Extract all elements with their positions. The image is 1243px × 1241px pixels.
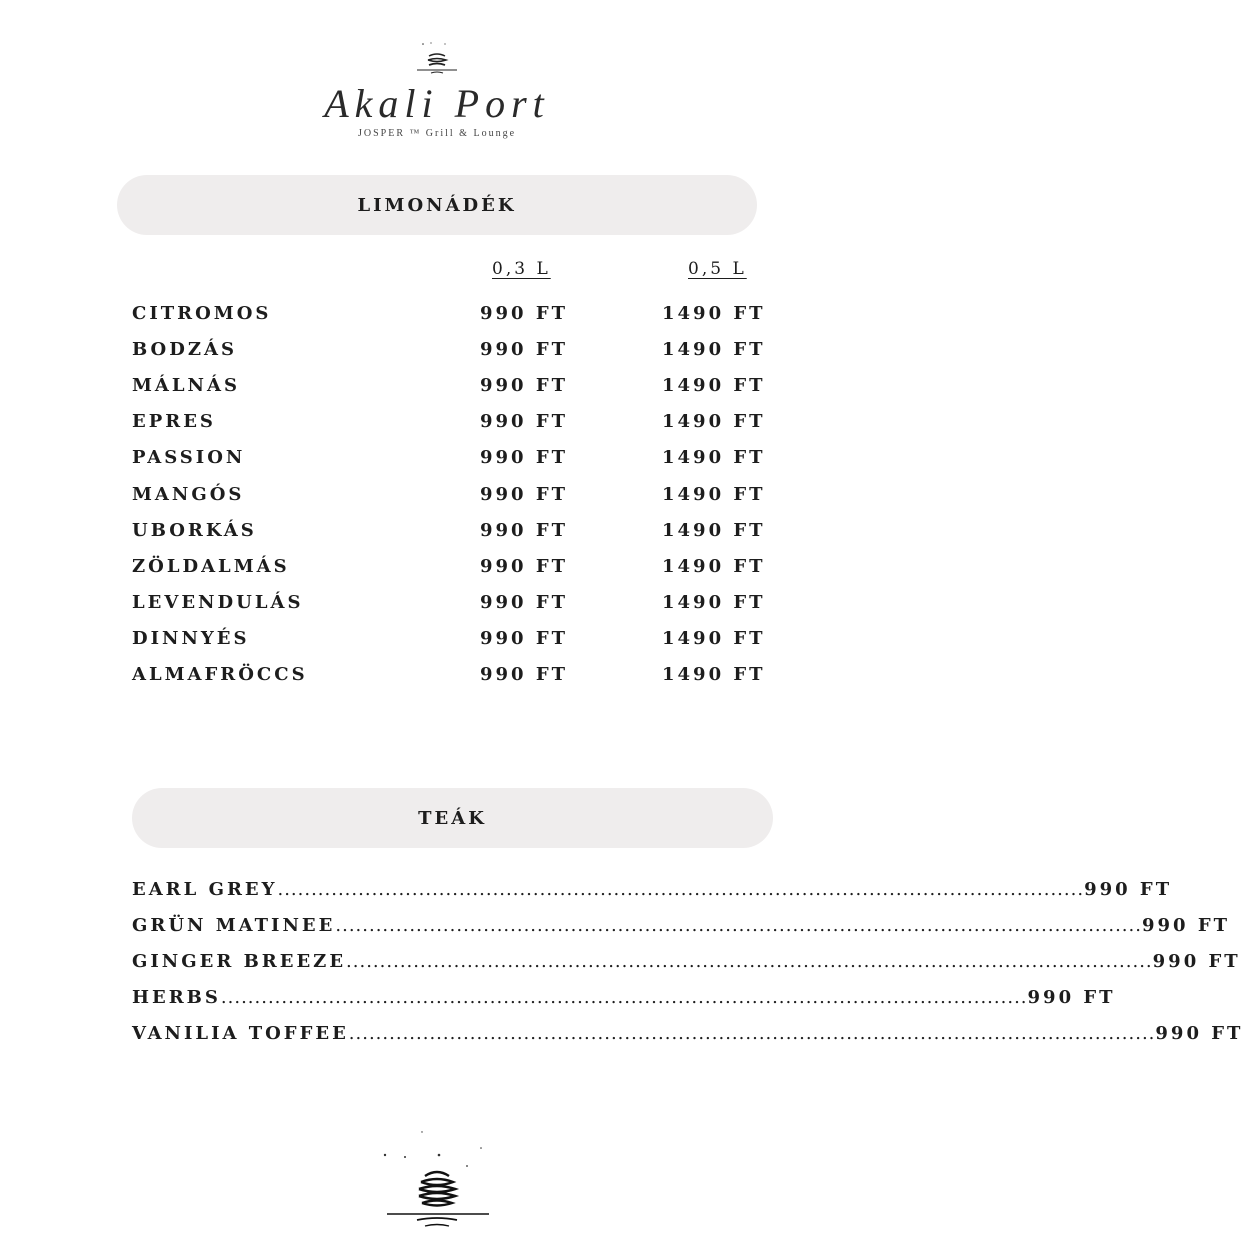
price-large: 1490 FT bbox=[662, 555, 766, 577]
tea-name: GRÜN MATINEE bbox=[132, 915, 336, 936]
lemonade-row bbox=[0, 664, 874, 700]
price-large: 1490 FT bbox=[662, 591, 766, 613]
lemonade-row bbox=[0, 339, 874, 375]
price-large: 1490 FT bbox=[662, 303, 766, 324]
price-large: 1490 FT bbox=[662, 447, 766, 469]
lemonade-row bbox=[0, 520, 874, 556]
brand-subtitle: JOSPER ™ Grill & Lounge bbox=[357, 128, 517, 139]
price-small: 990 FT bbox=[480, 447, 569, 469]
size-header-large: 0,5 L bbox=[688, 259, 747, 279]
dot-leader: ........................................................................................................................ bbox=[348, 1023, 1156, 1044]
price-small: 990 FT bbox=[480, 591, 569, 613]
lemonade-name: PASSION bbox=[132, 447, 246, 469]
price-small: 990 FT bbox=[480, 411, 569, 433]
tea-row bbox=[132, 879, 1173, 915]
tea-price: 990 FT bbox=[1152, 951, 1241, 972]
size-header-small: 0,3 L bbox=[492, 259, 551, 279]
sunset-waves-icon bbox=[377, 1128, 497, 1233]
section-title-teas: TEÁK bbox=[132, 788, 773, 848]
sunset-waves-icon bbox=[407, 38, 467, 78]
tea-name: HERBS bbox=[132, 987, 221, 1008]
lemonade-name: CITROMOS bbox=[132, 303, 272, 324]
price-small: 990 FT bbox=[480, 519, 569, 541]
dot-leader: ........................................................................................................................ bbox=[335, 915, 1142, 936]
lemonade-name: EPRES bbox=[132, 411, 216, 433]
tea-name: GINGER BREEZE bbox=[132, 951, 347, 972]
price-small: 990 FT bbox=[480, 375, 569, 397]
price-large: 1490 FT bbox=[662, 519, 766, 541]
tea-row bbox=[132, 951, 1241, 987]
tea-name: EARL GREY bbox=[132, 879, 278, 900]
tea-name: VANILIA TOFFEE bbox=[132, 1023, 349, 1044]
lemonade-row bbox=[0, 375, 874, 411]
lemonade-name: MÁLNÁS bbox=[132, 375, 240, 397]
brand-logo bbox=[0, 38, 874, 139]
price-large: 1490 FT bbox=[662, 627, 766, 649]
price-small: 990 FT bbox=[480, 303, 569, 324]
tea-price: 990 FT bbox=[1141, 915, 1230, 936]
tea-row bbox=[132, 1023, 1243, 1059]
lemonade-row bbox=[0, 447, 874, 483]
lemonade-row bbox=[0, 303, 874, 339]
price-large: 1490 FT bbox=[662, 375, 766, 397]
lemonade-name: ALMAFRÖCCS bbox=[132, 664, 308, 685]
lemonade-name: UBORKÁS bbox=[132, 519, 257, 541]
price-small: 990 FT bbox=[480, 555, 569, 577]
price-large: 1490 FT bbox=[662, 339, 766, 361]
price-small: 990 FT bbox=[480, 627, 569, 649]
lemonade-name: BODZÁS bbox=[132, 339, 237, 361]
price-large: 1490 FT bbox=[662, 411, 766, 433]
price-small: 990 FT bbox=[480, 483, 569, 505]
price-large: 1490 FT bbox=[662, 664, 766, 685]
lemonade-name: ZÖLDALMÁS bbox=[132, 555, 290, 577]
dot-leader: ........................................................................................................................ bbox=[220, 987, 1028, 1008]
lemonade-row bbox=[0, 556, 874, 592]
tea-price: 990 FT bbox=[1155, 1023, 1243, 1044]
lemonade-row bbox=[0, 628, 874, 664]
lemonade-row bbox=[0, 592, 874, 628]
section-title-lemonades: LIMONÁDÉK bbox=[117, 175, 757, 235]
price-small: 990 FT bbox=[480, 339, 569, 361]
tea-price: 990 FT bbox=[1027, 987, 1116, 1008]
tea-row bbox=[132, 987, 1116, 1023]
tea-price: 990 FT bbox=[1084, 879, 1173, 900]
brand-name: Akali Port bbox=[324, 81, 550, 126]
lemonade-row bbox=[0, 484, 874, 520]
lemonade-name: DINNYÉS bbox=[132, 627, 250, 649]
price-large: 1490 FT bbox=[662, 483, 766, 505]
dot-leader: ........................................................................................................................ bbox=[346, 951, 1153, 972]
tea-row bbox=[132, 915, 1230, 951]
lemonade-name: LEVENDULÁS bbox=[132, 591, 304, 613]
dot-leader: ........................................................................................................................ bbox=[277, 879, 1085, 900]
price-small: 990 FT bbox=[480, 664, 569, 685]
lemonade-row bbox=[0, 411, 874, 447]
lemonade-name: MANGÓS bbox=[132, 483, 245, 505]
